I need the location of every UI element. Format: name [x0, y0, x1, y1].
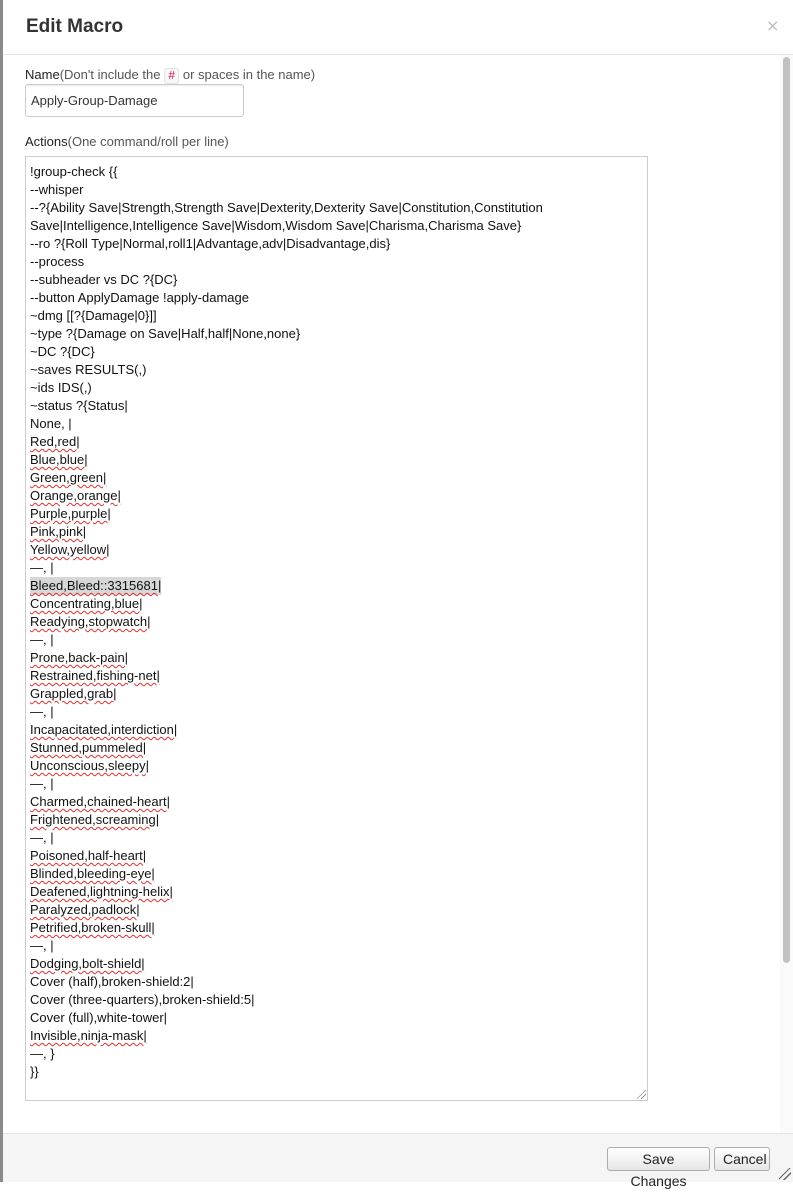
actions-line-text: Blinded,bleeding-eye|: [30, 866, 155, 881]
actions-line-text: —, |: [30, 938, 54, 953]
actions-line: [30, 1027, 643, 1045]
actions-line-text: Save|Intelligence,Intelligence Save|Wisdom,Wisdom Save|Charisma,Charisma Save}: [30, 218, 522, 233]
actions-line: [30, 397, 643, 415]
actions-line: [30, 739, 643, 757]
macro-name-input[interactable]: [25, 84, 244, 117]
actions-line: [30, 307, 643, 325]
actions-line-text: ~DC ?{DC}: [30, 344, 95, 359]
actions-line-text: ~type ?{Damage on Save|Half,half|None,none}: [30, 326, 301, 341]
actions-line-text: --process: [30, 254, 85, 269]
actions-line: [30, 469, 643, 487]
actions-line-text: --subheader vs DC ?{DC}: [30, 272, 178, 287]
actions-line-text: Green,green|: [30, 470, 107, 485]
actions-line: [30, 541, 643, 559]
actions-line-text: Yellow,yellow|: [30, 542, 110, 557]
actions-line-text: —, }: [30, 1046, 55, 1061]
actions-line: [30, 1063, 643, 1081]
actions-line: [30, 829, 643, 847]
actions-line-text: Unconscious,sleepy|: [30, 758, 149, 773]
actions-line: [30, 271, 643, 289]
actions-line-text: Pink,pink|: [30, 524, 87, 539]
actions-line-text: --button ApplyDamage !apply-damage: [30, 290, 249, 305]
actions-line: [30, 235, 643, 253]
actions-line: [30, 793, 643, 811]
actions-line: [30, 937, 643, 955]
actions-line: [30, 559, 643, 577]
actions-line: [30, 253, 643, 271]
actions-line-text: —, |: [30, 632, 54, 647]
actions-line: [30, 973, 643, 991]
name-hint: [60, 67, 315, 82]
actions-line: [30, 1009, 643, 1027]
actions-line-text: Concentrating,blue|: [30, 596, 143, 611]
actions-line: [30, 775, 643, 793]
actions-hint: (One command/roll per line): [67, 134, 229, 149]
actions-line-text: Readying,stopwatch|: [30, 614, 151, 629]
name-label: [25, 67, 315, 84]
actions-line: [30, 757, 643, 775]
actions-line: [30, 433, 643, 451]
actions-line: [30, 505, 643, 523]
actions-line: [30, 217, 643, 235]
dialog-header: [3, 0, 793, 55]
actions-line: [30, 181, 643, 199]
actions-line-text: Deafened,lightning-helix|: [30, 884, 173, 899]
actions-line-text: Cover (half),broken-shield:2|: [30, 974, 194, 989]
actions-line-text: Petrified,broken-skull|: [30, 920, 155, 935]
actions-line: [30, 667, 643, 685]
name-hint-before: (Don't include the: [59, 67, 165, 82]
dialog-footer: [3, 1133, 793, 1189]
actions-line: [30, 901, 643, 919]
actions-line-text: Red,red|: [30, 434, 80, 449]
actions-line-text: --ro ?{Roll Type|Normal,roll1|Advantage,adv|Disadvantage,dis}: [30, 236, 391, 251]
actions-line: [30, 487, 643, 505]
actions-label: [25, 134, 229, 149]
actions-line-text: Frightened,screaming|: [30, 812, 160, 827]
macro-actions-textarea[interactable]: [25, 156, 648, 1101]
resize-grip-icon[interactable]: [637, 1090, 646, 1099]
actions-line: [30, 379, 643, 397]
actions-line: [30, 577, 643, 595]
dialog-title: Edit Macro: [26, 16, 124, 37]
actions-line: [30, 685, 643, 703]
actions-line-text: Cover (three-quarters),broken-shield:5|: [30, 992, 255, 1007]
actions-line: [30, 991, 643, 1009]
actions-line: [30, 649, 643, 667]
actions-line-text: ~dmg [[?{Damage|0}]]: [30, 308, 157, 323]
actions-line: [30, 811, 643, 829]
actions-line: [30, 523, 643, 541]
actions-line: [30, 865, 643, 883]
actions-line: [30, 415, 643, 433]
actions-line-text: Stunned,pummeled|: [30, 740, 147, 755]
cancel-button[interactable]: Cancel: [714, 1147, 770, 1171]
actions-line-text: None, |: [30, 416, 72, 431]
actions-line: [30, 703, 643, 721]
actions-line-text: Charmed,chained-heart|: [30, 794, 170, 809]
actions-line-text: ~status ?{Status|: [30, 398, 128, 413]
actions-line: [30, 1045, 643, 1063]
actions-line-text: —, |: [30, 704, 54, 719]
actions-line-text: Orange,orange|: [30, 488, 121, 503]
name-label-text: Name: [25, 67, 60, 82]
actions-line-text: —, |: [30, 830, 54, 845]
close-icon[interactable]: ×: [766, 16, 780, 35]
actions-line-text: —, |: [30, 776, 54, 791]
actions-line: [30, 613, 643, 631]
actions-line: [30, 883, 643, 901]
hash-code: #: [164, 68, 179, 84]
actions-line-text: Restrained,fishing-net|: [30, 668, 160, 683]
actions-line-text: Purple,purple|: [30, 506, 111, 521]
actions-label-text: Actions: [25, 134, 68, 149]
actions-line-text: Prone,back-pain|: [30, 650, 129, 665]
actions-line-text: ~ids IDS(,): [30, 380, 92, 395]
actions-line: [30, 289, 643, 307]
selected-line-text: Bleed,Bleed::3315681|: [30, 578, 162, 593]
actions-line: [30, 847, 643, 865]
scrollbar-thumb[interactable]: [783, 57, 790, 963]
actions-line: [30, 721, 643, 739]
actions-line: [30, 325, 643, 343]
dialog-resize-icon[interactable]: [779, 1168, 791, 1180]
actions-line-text: Invisible,ninja-mask|: [30, 1028, 147, 1043]
actions-line-text: Paralyzed,padlock|: [30, 902, 140, 917]
dialog-body: [3, 55, 793, 1133]
actions-line: [30, 199, 643, 217]
actions-line: [30, 361, 643, 379]
actions-line-text: Dodging,bolt-shield|: [30, 956, 145, 971]
actions-line-text: }}: [30, 1064, 39, 1079]
actions-line-text: Poisoned,half-heart|: [30, 848, 147, 863]
actions-line-text: Cover (full),white-tower|: [30, 1010, 168, 1025]
actions-line-text: Grappled,grab|: [30, 686, 117, 701]
actions-line: [30, 955, 643, 973]
actions-line: [30, 163, 643, 181]
actions-line-text: !group-check {{: [30, 164, 118, 179]
save-changes-button[interactable]: Save Changes: [607, 1147, 710, 1171]
actions-line-text: —, |: [30, 560, 54, 575]
actions-line: [30, 919, 643, 937]
actions-line-text: --whisper: [30, 182, 84, 197]
actions-line-text: ~saves RESULTS(,): [30, 362, 147, 377]
actions-line: [30, 595, 643, 613]
actions-line-text: Blue,blue|: [30, 452, 88, 467]
actions-line-text: --?{Ability Save|Strength,Strength Save|Dexterity,Dexterity Save|Constitution,Constitution: [30, 200, 543, 215]
name-hint-after: or spaces in the name): [179, 67, 316, 82]
actions-line-text: Incapacitated,interdiction|: [30, 722, 178, 737]
actions-line: [30, 451, 643, 469]
actions-line: [30, 631, 643, 649]
actions-line: [30, 343, 643, 361]
